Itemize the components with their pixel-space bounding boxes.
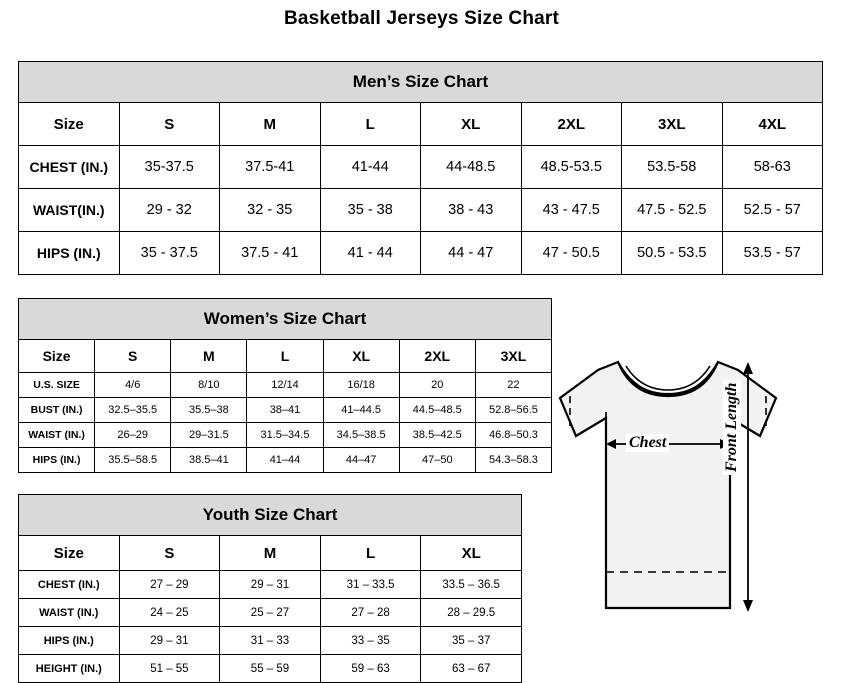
table-row [19, 423, 552, 448]
youth-hips-xl: 35 – 37 [421, 627, 522, 655]
womens-ussize-m: 8/10 [171, 373, 247, 398]
youth-header-m: M [220, 536, 321, 571]
mens-hips-4xl: 53.5 - 57 [722, 232, 823, 275]
youth-waist-l: 27 – 28 [320, 599, 421, 627]
womens-row-label-waist: WAIST (IN.) [19, 423, 95, 448]
womens-ussize-xl: 16/18 [323, 373, 399, 398]
jersey-measurement-diagram [548, 340, 833, 670]
womens-ussize-2xl: 20 [399, 373, 475, 398]
womens-header-3xl: 3XL [475, 340, 551, 373]
womens-bust-m: 35.5–38 [171, 398, 247, 423]
mens-chest-xl: 44-48.5 [421, 146, 522, 189]
mens-header-m: M [220, 103, 321, 146]
youth-chest-m: 29 – 31 [220, 571, 321, 599]
mens-hips-l: 41 - 44 [320, 232, 421, 275]
womens-hips-xl: 44–47 [323, 448, 399, 473]
womens-row-label-bust: BUST (IN.) [19, 398, 95, 423]
mens-row-label-chest: CHEST (IN.) [19, 146, 120, 189]
table-header-row [19, 536, 522, 571]
mens-waist-s: 29 - 32 [119, 189, 220, 232]
table-row [19, 448, 552, 473]
mens-chest-s: 35-37.5 [119, 146, 220, 189]
youth-waist-xl: 28 – 29.5 [421, 599, 522, 627]
womens-bust-3xl: 52.8–56.5 [475, 398, 551, 423]
youth-size-chart-table [18, 494, 522, 683]
youth-header-xl: XL [421, 536, 522, 571]
youth-row-label-height: HEIGHT (IN.) [19, 655, 120, 683]
womens-header-s: S [95, 340, 171, 373]
mens-hips-2xl: 47 - 50.5 [521, 232, 622, 275]
chest-dimension-label: Chest [626, 434, 669, 452]
womens-waist-s: 26–29 [95, 423, 171, 448]
mens-chest-m: 37.5-41 [220, 146, 321, 189]
womens-hips-l: 41–44 [247, 448, 323, 473]
table-row [19, 146, 823, 189]
front-length-arrow-top-icon [743, 362, 753, 374]
womens-bust-2xl: 44.5–48.5 [399, 398, 475, 423]
table-row [19, 627, 522, 655]
mens-header-l: L [320, 103, 421, 146]
youth-row-label-chest: CHEST (IN.) [19, 571, 120, 599]
womens-row-label-hips: HIPS (IN.) [19, 448, 95, 473]
womens-hips-3xl: 54.3–58.3 [475, 448, 551, 473]
mens-header-s: S [119, 103, 220, 146]
mens-waist-4xl: 52.5 - 57 [722, 189, 823, 232]
youth-row-label-waist: WAIST (IN.) [19, 599, 120, 627]
womens-hips-s: 35.5–58.5 [95, 448, 171, 473]
womens-waist-xl: 34.5–38.5 [323, 423, 399, 448]
womens-ussize-s: 4/6 [95, 373, 171, 398]
mens-hips-3xl: 50.5 - 53.5 [622, 232, 723, 275]
table-header-row [19, 103, 823, 146]
mens-size-chart-table [18, 61, 823, 275]
youth-chest-l: 31 – 33.5 [320, 571, 421, 599]
womens-waist-3xl: 46.8–50.3 [475, 423, 551, 448]
mens-header-size: Size [19, 103, 120, 146]
womens-waist-l: 31.5–34.5 [247, 423, 323, 448]
mens-header-4xl: 4XL [722, 103, 823, 146]
mens-header-3xl: 3XL [622, 103, 723, 146]
front-length-dimension-label: Front Length [723, 380, 741, 475]
table-row [19, 398, 552, 423]
womens-size-chart-table [18, 298, 552, 473]
womens-header-m: M [171, 340, 247, 373]
youth-header-s: S [119, 536, 220, 571]
youth-hips-s: 29 – 31 [119, 627, 220, 655]
womens-bust-xl: 41–44.5 [323, 398, 399, 423]
youth-height-s: 51 – 55 [119, 655, 220, 683]
womens-bust-s: 32.5–35.5 [95, 398, 171, 423]
womens-chart-caption: Women’s Size Chart [19, 299, 552, 340]
table-caption-row [19, 62, 823, 103]
womens-header-l: L [247, 340, 323, 373]
table-header-row [19, 340, 552, 373]
front-length-arrow-bottom-icon [743, 600, 753, 612]
womens-bust-l: 38–41 [247, 398, 323, 423]
womens-row-label-us-size: U.S. SIZE [19, 373, 95, 398]
page-title: Basketball Jerseys Size Chart [283, 8, 560, 29]
jersey-svg [548, 340, 833, 670]
youth-height-l: 59 – 63 [320, 655, 421, 683]
youth-header-l: L [320, 536, 421, 571]
mens-header-2xl: 2XL [521, 103, 622, 146]
mens-waist-m: 32 - 35 [220, 189, 321, 232]
womens-header-2xl: 2XL [399, 340, 475, 373]
womens-ussize-3xl: 22 [475, 373, 551, 398]
table-row [19, 373, 552, 398]
youth-header-size: Size [19, 536, 120, 571]
womens-ussize-l: 12/14 [247, 373, 323, 398]
womens-header-xl: XL [323, 340, 399, 373]
mens-hips-s: 35 - 37.5 [119, 232, 220, 275]
youth-waist-m: 25 – 27 [220, 599, 321, 627]
mens-waist-xl: 38 - 43 [421, 189, 522, 232]
mens-chart-caption: Men’s Size Chart [19, 62, 823, 103]
mens-waist-2xl: 43 - 47.5 [521, 189, 622, 232]
table-row [19, 655, 522, 683]
womens-hips-m: 38.5–41 [171, 448, 247, 473]
table-row [19, 571, 522, 599]
youth-height-xl: 63 – 67 [421, 655, 522, 683]
table-caption-row [19, 299, 552, 340]
youth-waist-s: 24 – 25 [119, 599, 220, 627]
mens-chest-3xl: 53.5-58 [622, 146, 723, 189]
youth-hips-m: 31 – 33 [220, 627, 321, 655]
youth-height-m: 55 – 59 [220, 655, 321, 683]
jersey-outline [560, 362, 776, 608]
mens-hips-m: 37.5 - 41 [220, 232, 321, 275]
mens-hips-xl: 44 - 47 [421, 232, 522, 275]
youth-chest-s: 27 – 29 [119, 571, 220, 599]
youth-hips-l: 33 – 35 [320, 627, 421, 655]
youth-row-label-hips: HIPS (IN.) [19, 627, 120, 655]
mens-row-label-waist: WAIST(IN.) [19, 189, 120, 232]
mens-row-label-hips: HIPS (IN.) [19, 232, 120, 275]
table-row [19, 599, 522, 627]
womens-waist-m: 29–31.5 [171, 423, 247, 448]
mens-chest-4xl: 58-63 [722, 146, 823, 189]
mens-waist-l: 35 - 38 [320, 189, 421, 232]
table-row [19, 189, 823, 232]
table-row [19, 232, 823, 275]
mens-chest-l: 41-44 [320, 146, 421, 189]
youth-chart-caption: Youth Size Chart [19, 495, 522, 536]
table-caption-row [19, 495, 522, 536]
womens-header-size: Size [19, 340, 95, 373]
womens-hips-2xl: 47–50 [399, 448, 475, 473]
womens-waist-2xl: 38.5–42.5 [399, 423, 475, 448]
youth-chest-xl: 33.5 – 36.5 [421, 571, 522, 599]
mens-header-xl: XL [421, 103, 522, 146]
mens-chest-2xl: 48.5-53.5 [521, 146, 622, 189]
mens-waist-3xl: 47.5 - 52.5 [622, 189, 723, 232]
